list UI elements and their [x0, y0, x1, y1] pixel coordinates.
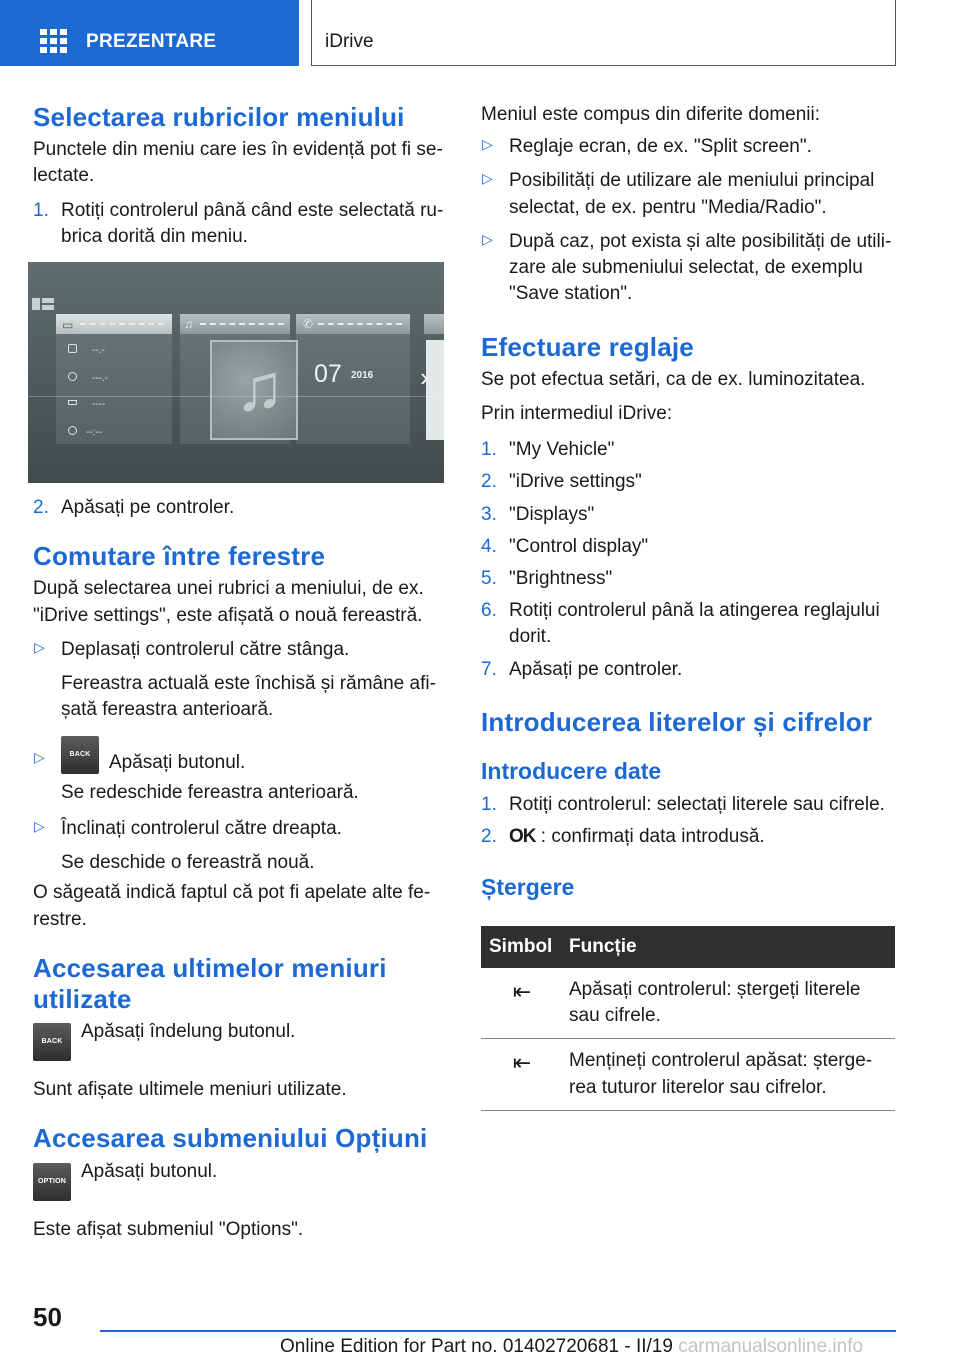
numbered-list [33, 495, 445, 521]
chapter-box [311, 0, 896, 66]
numbered-list [33, 198, 445, 250]
table-cell: Mențineți controlerul apăsat: șterge-rea tuturor literelor sau cifrelor. [561, 1039, 895, 1110]
numbered-list [481, 792, 895, 850]
paragraph: O săgeată indică faptul că pot fi apelate alte fe-restre. [33, 882, 431, 930]
clock-icon [68, 426, 77, 435]
step-text: "Displays" [509, 503, 595, 525]
column-header-function: Funcție [561, 926, 895, 968]
paragraph: Meniul este compus din diferite domenii: [481, 104, 821, 125]
step-number: 7. [481, 658, 497, 680]
next-tab [424, 314, 444, 334]
car-icon: ▭ [62, 318, 74, 333]
date-day: 07 [314, 360, 342, 389]
option-button-icon: OPTION [33, 1163, 71, 1201]
triangle-bullet-icon: ▷ [482, 230, 493, 247]
triangle-bullet-icon: ▷ [482, 170, 493, 187]
step-number: 1. [481, 439, 497, 461]
step-text: "My Vehicle" [509, 439, 615, 461]
list-item [481, 469, 895, 495]
numbered-list [481, 437, 895, 683]
grid-menu-icon [40, 29, 68, 53]
step-number: 1. [481, 793, 497, 815]
step-number: 6. [481, 600, 497, 622]
next-panel-edge [426, 340, 444, 440]
step-number: 1. [33, 199, 49, 221]
heading-options-submenu: Accesarea submeniului Opțiuni [33, 1123, 428, 1154]
heading-select-menu-items: Selectarea rubricilor meniului [33, 102, 405, 132]
table-cell: Apăsați controlerul: ștergeți literele sau cifrele. [561, 968, 895, 1039]
step-text: Apăsați pe controler. [61, 497, 235, 519]
heading-recent-menus: Accesarea ultimelor meniuri utilizate [33, 952, 387, 1015]
table-row [481, 1039, 895, 1110]
gauge-icon [68, 372, 77, 381]
step-text: "iDrive settings" [509, 471, 642, 493]
paragraph: Prin intermediul iDrive: [481, 402, 673, 424]
left-column [33, 102, 445, 1243]
list-item [481, 566, 895, 592]
phone-tab-dashes [318, 323, 402, 325]
page-header [0, 0, 960, 66]
heading-switch-windows: Comutare între ferestre [33, 541, 326, 572]
step-number: 2. [481, 471, 497, 493]
bullet-list [481, 134, 895, 307]
list-item [33, 736, 445, 806]
bullet-text: Reglaje ecran, de ex. "Split screen". [509, 136, 812, 158]
chevron-right-icon: › [420, 362, 429, 393]
list-item [481, 657, 895, 683]
row-value: --.- [92, 345, 105, 357]
list-item [33, 495, 445, 521]
edition-text: Online Edition for Part no. 01402720681 - II/19 [280, 1336, 673, 1357]
bullet-text: După caz, pot exista și alte posibilități de utili-zare ale submeniului selectat, de exemplu "Save station". [509, 230, 892, 305]
date-year: 2016 [351, 370, 374, 382]
media-tab-dashes [200, 323, 284, 325]
list-item [481, 792, 895, 818]
list-item [481, 134, 895, 160]
delete-arrow-icon: ⇤ [481, 1039, 561, 1110]
step-number: 2. [481, 825, 497, 847]
right-column [481, 102, 895, 1111]
list-item [481, 168, 895, 220]
distance-icon [68, 400, 77, 405]
step-text: Rotiți controlerul până la atingerea reglajului dorit. [509, 600, 880, 648]
heading-adjust-settings: Efectuare reglaje [481, 331, 694, 362]
paragraph: Apăsați butonul. [81, 1160, 218, 1182]
step-text: Apăsați pe controler. [509, 658, 683, 680]
button-row [33, 1023, 445, 1061]
phone-icon: ✆ [303, 317, 314, 332]
step-number: 2. [33, 497, 49, 519]
triangle-bullet-icon: ▷ [34, 638, 45, 655]
list-item [481, 502, 895, 528]
ok-icon: OK [509, 825, 536, 847]
step-text: Rotiți controlerul: selectați literele sau cifrele. [509, 793, 885, 815]
step-text: "Control display" [509, 535, 649, 557]
section-tab[interactable] [0, 0, 299, 66]
footer-edition [280, 1334, 863, 1360]
bullet-list [33, 637, 445, 877]
paragraph: După selectarea unei rubrici a meniului, de ex. "iDrive settings", este afișată o nouă fereastră. [33, 578, 424, 626]
split-screen-icon [32, 298, 54, 310]
heading-enter-letters-numbers: Introducerea literelor și cifrelor [481, 706, 873, 737]
step-text: : confirmați data introdusă. [540, 825, 765, 847]
triangle-bullet-icon: ▷ [34, 748, 45, 765]
column-header-symbol: Simbol [481, 926, 561, 968]
table-header-row [481, 926, 895, 968]
list-item [33, 816, 445, 876]
music-icon: ♫ [184, 317, 193, 332]
back-button-icon: BACK [61, 736, 99, 774]
triangle-bullet-icon: ▷ [34, 818, 45, 834]
step-number: 4. [481, 535, 497, 557]
list-item [481, 598, 895, 650]
list-item [33, 637, 445, 724]
paragraph: Se pot efectua setări, ca de ex. luminozitatea. [481, 368, 866, 390]
fuel-icon [68, 344, 77, 353]
bullet-subtext: Fereastra actuală este închisă și rămâne afi-șată fereastra anterioară. [61, 673, 436, 721]
bullet-text: Posibilități de utilizare ale meniului principal selectat, de ex. pentru "Media/Radio". [509, 170, 875, 218]
divider-line [28, 396, 444, 397]
page-number: 50 [33, 1302, 62, 1332]
bullet-text: Deplasați controlerul către stânga. [61, 638, 350, 660]
delete-symbols-table [481, 926, 895, 1111]
button-row [33, 1160, 445, 1201]
heading-enter-data: Introducere date [481, 758, 662, 785]
paragraph: Punctele din meniu care ies în evidență pot fi se-lectate. [33, 139, 443, 187]
step-text: Rotiți controlerul până când este selectată ru-brica dorită din meniu. [61, 199, 444, 247]
paragraph: Sunt afișate ultimele meniuri utilizate. [33, 1079, 347, 1101]
chapter-label: iDrive [325, 31, 374, 52]
paragraph: Apăsați îndelung butonul. [81, 1021, 296, 1043]
row-value: --:-- [86, 427, 103, 439]
heading-delete: Ștergere [481, 874, 575, 901]
list-item [481, 534, 895, 560]
triangle-bullet-icon: ▷ [482, 136, 493, 153]
list-item [481, 824, 895, 850]
step-number: 5. [481, 568, 497, 590]
bullet-subtext: Se deschide o fereastră nouă. [61, 852, 315, 874]
section-label: PREZENTARE [86, 31, 217, 52]
brand-watermark: carmanualsonline.info [678, 1336, 864, 1357]
list-item [481, 229, 895, 308]
button-row [61, 736, 445, 776]
paragraph: Este afișat submeniul "Options". [33, 1218, 304, 1240]
bullet-text: Înclinați controlerul către dreapta. [61, 818, 342, 839]
delete-arrow-icon: ⇤ [481, 968, 561, 1039]
step-number: 3. [481, 503, 497, 525]
list-item [33, 198, 445, 250]
idrive-screen-figure [28, 262, 444, 483]
bullet-text: Apăsați butonul. [109, 751, 246, 773]
row-value: ---- [92, 399, 106, 411]
step-text: "Brightness" [509, 568, 613, 590]
list-item [481, 437, 895, 463]
back-button-icon: BACK [33, 1023, 71, 1061]
bullet-subtext: Se redeschide fereastra anterioară. [61, 781, 359, 803]
row-value: ---.- [92, 373, 109, 385]
footer-divider [100, 1330, 896, 1332]
table-row [481, 968, 895, 1039]
menu-tab-dashes [80, 323, 164, 325]
music-note-icon: ♫ [235, 350, 285, 425]
